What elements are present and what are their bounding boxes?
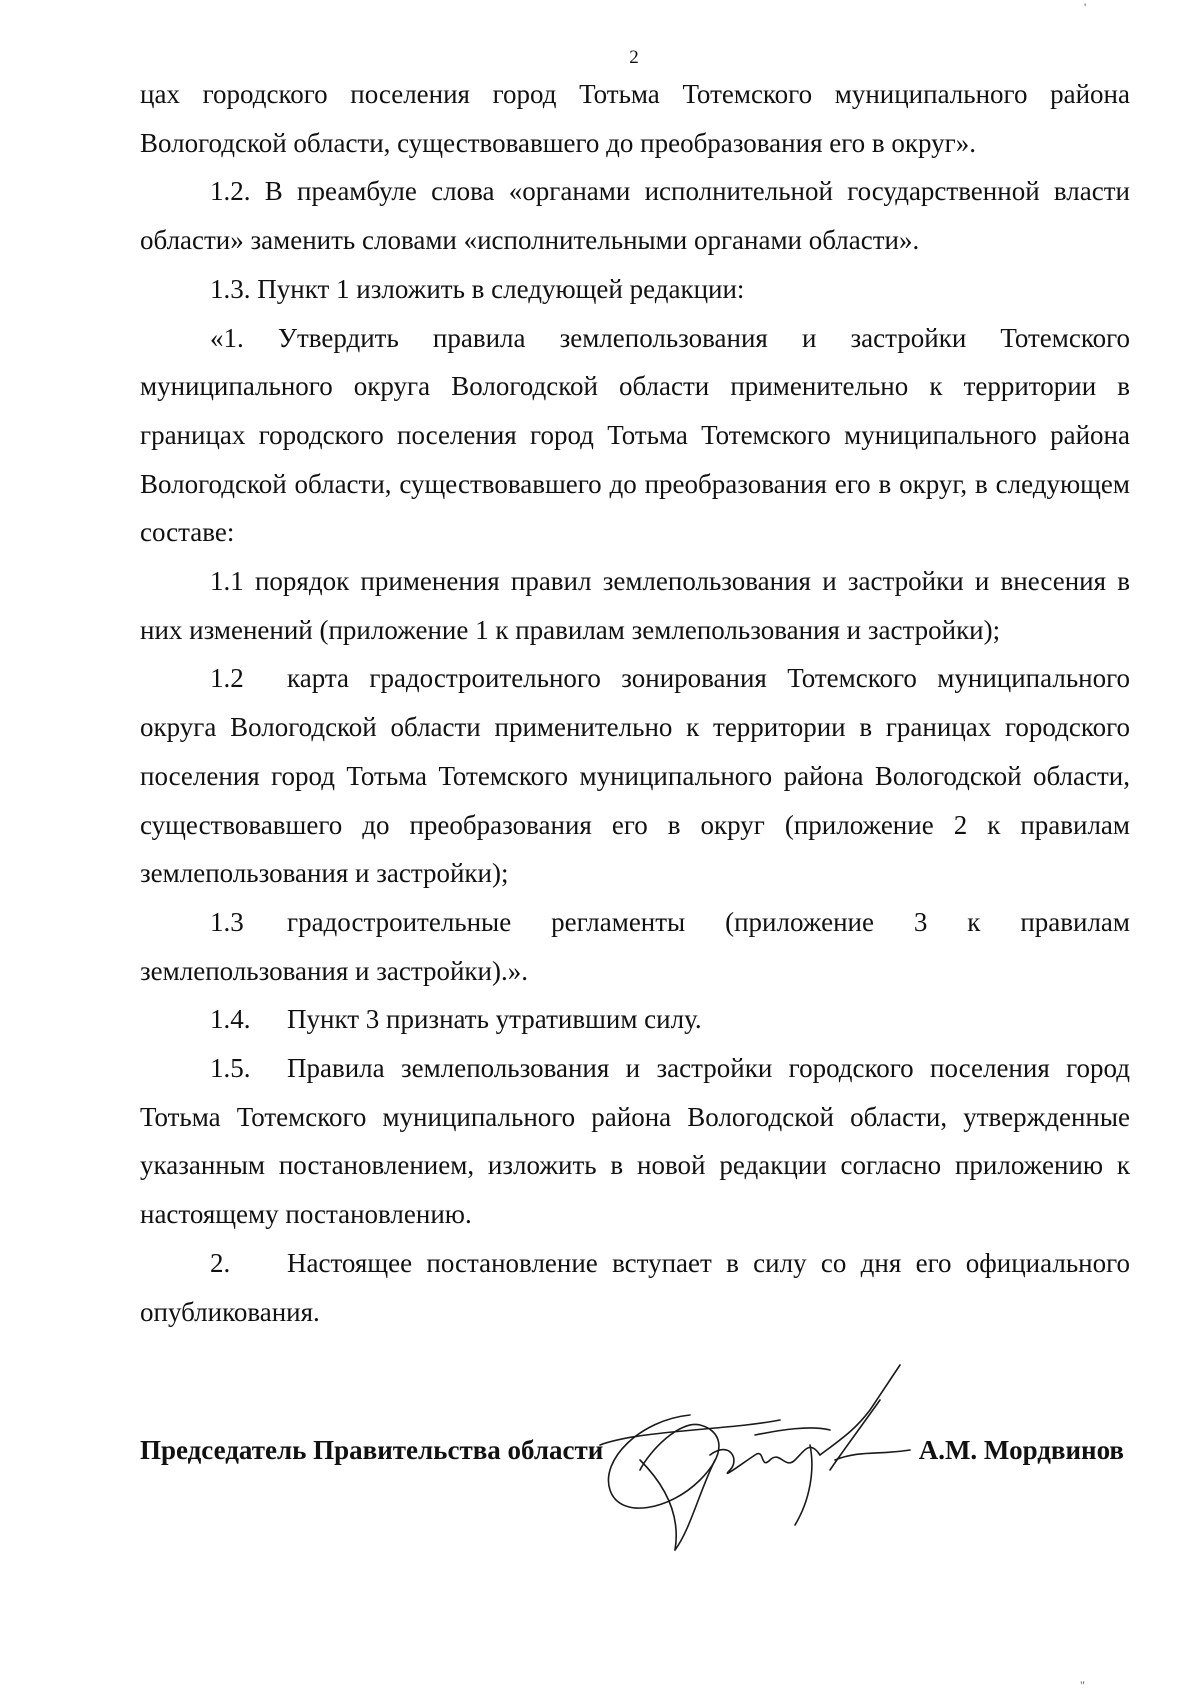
page-number: 2 xyxy=(629,47,639,68)
paragraph-subitem-1-2 xyxy=(140,654,1130,898)
signer-title: Председатель Правительства области xyxy=(140,1435,604,1465)
paragraph-1-4 xyxy=(140,995,1130,1044)
paragraph-subitem-1-1: 1.1 порядок применения правил землепользования и застройки и внесения в них изменений (приложение 1 к правилам землепользования и застройки); xyxy=(140,566,1130,645)
item-number: 1.2 xyxy=(210,663,244,694)
scan-mark-top: ' xyxy=(1084,0,1087,14)
item-text: градостроительные регламенты (приложение 3 к правилам землепользования и застройки).». xyxy=(140,906,1130,986)
paragraph-continuation: цах городского поселения город Тотьма Тотемского муниципального района Вологодской области, существовавшего до преобразования его в округ». xyxy=(140,79,1130,158)
document-body xyxy=(140,70,1130,1336)
scan-mark-bottom: " xyxy=(1080,1678,1085,1692)
item-number: 1.4. xyxy=(210,1004,251,1035)
item-number: 1.5. xyxy=(210,1053,251,1084)
paragraph-1-3: 1.3. Пункт 1 изложить в следующей редакции: xyxy=(210,273,745,304)
item-text: Правила землепользования и застройки городского поселения город Тотьма Тотемского муниципального района Вологодской области, утвержденные указанным постановлением, изложить в новой редакции согласно приложению к настоящему постановлению. xyxy=(140,1053,1130,1230)
paragraph-2 xyxy=(140,1239,1130,1336)
paragraph-1-5 xyxy=(140,1044,1130,1239)
paragraph-point-1: «1. Утвердить правила землепользования и застройки Тотемского муниципального округа Вологодской области применительно к территории в границах городского поселения город Тотьма Тотемского муниципального района Вологодской области, существовавшего до преобразования его в округ, в следующем составе: xyxy=(140,322,1130,548)
item-text: Настоящее постановление вступает в силу со дня его официального опубликования. xyxy=(140,1247,1130,1327)
signer-name: А.М. Мордвинов xyxy=(918,1435,1124,1465)
paragraph-1-2: 1.2. В преамбуле слова «органами исполнительной государственной власти области» заменить словами «исполнительными органами области». xyxy=(140,176,1130,256)
item-number: 2. xyxy=(210,1247,231,1278)
item-number: 1.3 xyxy=(210,906,244,937)
signature-block xyxy=(140,1430,1124,1470)
item-text: карта градостроительного зонирования Тотемского муниципального округа Вологодской области применительно к территории в границах городского поселения город Тотьма Тотемского муниципального района Вологодской области, существовавшего до преобразования его в округ (приложение 2 к правилам землепользования и застройки); xyxy=(140,663,1130,889)
paragraph-subitem-1-3 xyxy=(140,898,1130,995)
item-text: Пункт 3 признать утратившим силу. xyxy=(287,1004,702,1035)
